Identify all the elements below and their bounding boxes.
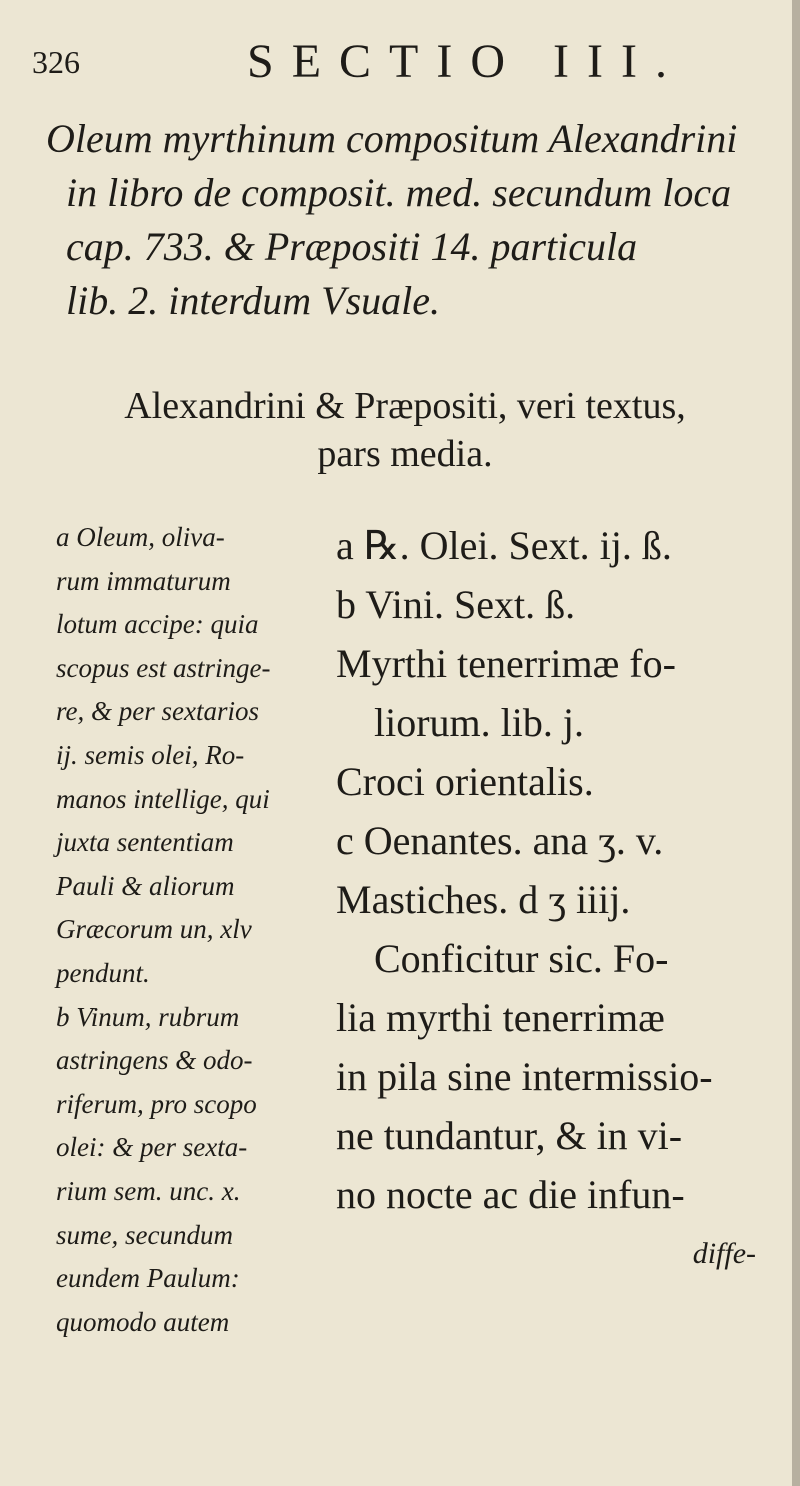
- subheading-line: Alexandrini & Præpositi, veri textus,: [124, 385, 686, 427]
- note-line: olei: & per sexta-: [56, 1132, 248, 1163]
- subheading: [50, 382, 760, 478]
- marginal-notes: [56, 516, 326, 1344]
- recipe-text: [336, 516, 776, 1283]
- intro-paragraph: [46, 112, 766, 328]
- note-line: re, & per sextarios: [56, 696, 259, 727]
- intro-line: in libro de composit. med. secundum loca: [66, 170, 732, 215]
- note-line: rium sem. unc. x.: [56, 1175, 241, 1206]
- recipe-line: Myrthi tenerrimæ fo-: [336, 641, 676, 686]
- recipe-line: a ℞. Olei. Sext. ij. ß.: [336, 523, 672, 568]
- recipe-line: Croci orientalis.: [336, 759, 594, 804]
- note-line: scopus est astringe-: [56, 652, 271, 683]
- section-title: SECTIO III.: [247, 35, 685, 88]
- recipe-line: c Oenantes. ana ʒ. v.: [336, 818, 664, 863]
- running-header: [22, 28, 760, 98]
- recipe-line: in pila sine intermissio-: [336, 1054, 713, 1099]
- note-line: eundem Paulum:: [56, 1263, 240, 1294]
- recipe-line: Conficitur sic. Fo-: [374, 936, 669, 981]
- page-edge: [792, 0, 800, 1486]
- intro-line: cap. 733. & Præpositi 14. particula: [66, 224, 638, 269]
- recipe-line: b Vini. Sext. ß.: [336, 582, 576, 627]
- note-line: juxta sententiam: [56, 827, 234, 858]
- catchword: diffe-: [692, 1237, 756, 1270]
- note-line: lotum accipe: quia: [56, 609, 259, 640]
- recipe-line: liorum. lib. j.: [374, 700, 584, 745]
- intro-line: Oleum myrthinum compositum Alexandrini: [46, 116, 738, 161]
- note-line: quomodo autem: [56, 1306, 230, 1337]
- note-line: astringens & odo-: [56, 1045, 253, 1076]
- note-line: Pauli & aliorum: [56, 870, 235, 901]
- note-line: ij. semis olei, Ro-: [56, 739, 245, 770]
- recipe-line: Mastiches. d ʒ iiij.: [336, 877, 631, 922]
- intro-line: lib. 2. interdum Vsuale.: [66, 278, 441, 323]
- recipe-line: lia myrthi tenerrimæ: [336, 995, 665, 1040]
- note-line: b Vinum, rubrum: [56, 1001, 240, 1032]
- note-line: sume, secundum: [56, 1219, 233, 1250]
- note-line: manos intellige, qui: [56, 783, 270, 814]
- note-line: a Oleum, oliva-: [56, 522, 225, 552]
- note-line: rum immaturum: [56, 565, 231, 596]
- page-number: 326: [32, 44, 80, 80]
- note-line: Græcorum un, xlv: [56, 914, 252, 945]
- note-line: riferum, pro scopo: [56, 1088, 257, 1119]
- note-line: pendunt.: [56, 957, 150, 988]
- recipe-line: ne tundantur, & in vi-: [336, 1113, 683, 1158]
- subheading-line: pars media.: [317, 433, 493, 475]
- recipe-line: no nocte ac die infun-: [336, 1172, 685, 1217]
